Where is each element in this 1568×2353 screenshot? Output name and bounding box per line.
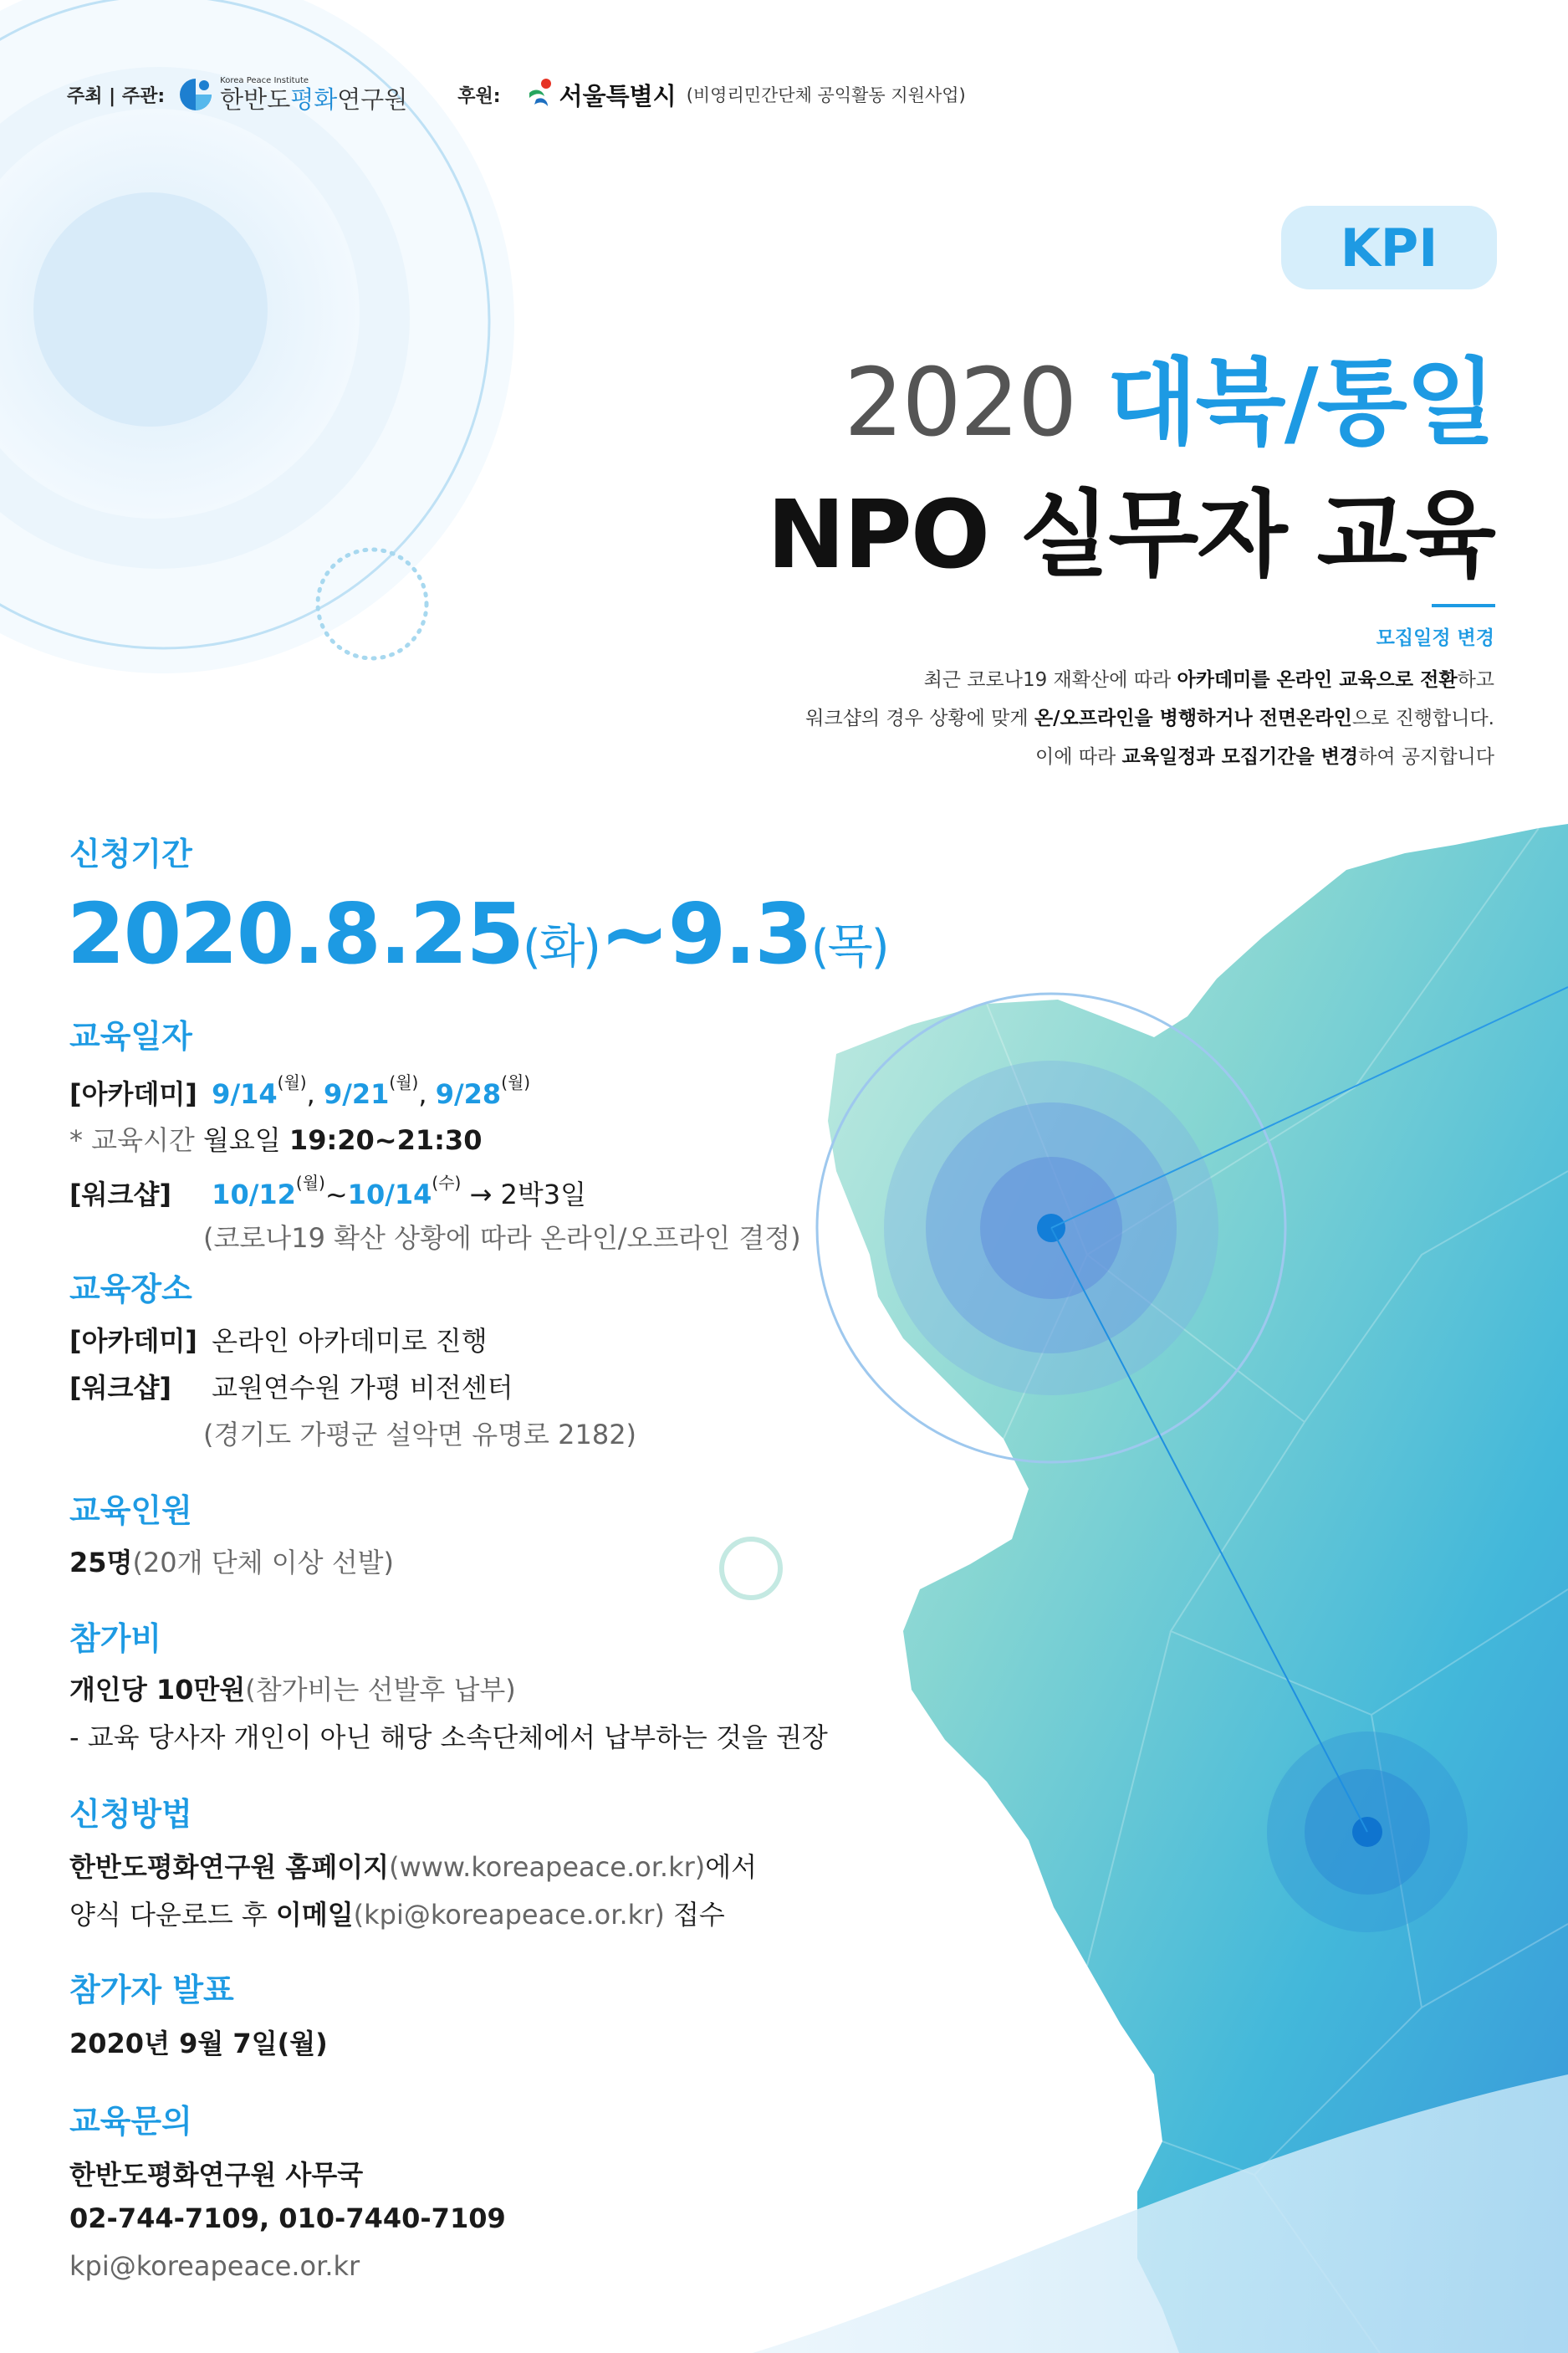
- edu-time-star: *: [69, 1124, 83, 1156]
- academy-date-2-weekday: (월): [389, 1072, 419, 1092]
- fee-heading: 참가비: [69, 1620, 162, 1657]
- method-heading: 신청방법: [69, 1796, 192, 1833]
- arrow-icon: →: [469, 1179, 493, 1210]
- workshop-start-weekday: (월): [295, 1173, 325, 1193]
- academy-comma-1: ,: [306, 1078, 315, 1110]
- academy-date-1-weekday: (월): [277, 1072, 307, 1092]
- academy-date-1: 9/14: [212, 1078, 278, 1110]
- venue-workshop: [69, 1367, 513, 1405]
- notice-heading: 모집일정 변경: [1376, 627, 1494, 649]
- kpi-logo-part-a: 한반도: [220, 85, 291, 114]
- method-l1-suffix: 에서: [705, 1851, 758, 1883]
- notice-l3-b: 교육일정과 모집기간을 변경: [1121, 746, 1359, 768]
- contact-phone: 02-744-7109, 010-7440-7109: [69, 2202, 506, 2234]
- method-email-label: 이메일: [275, 1899, 354, 1931]
- fee-line: [69, 1669, 516, 1707]
- notice-l1-b: 아카데미를 온라인 교육으로 전환: [1177, 669, 1458, 691]
- academy-date-3-weekday: (월): [501, 1072, 531, 1092]
- apply-end-date: 9.3: [667, 885, 811, 983]
- title-line2: NPO 실무자 교육: [767, 481, 1494, 590]
- academy-tag: [아카데미]: [69, 1078, 197, 1110]
- workshop-end-weekday: (수): [432, 1173, 462, 1193]
- fee-recommendation: - 교육 당사자 개인이 아닌 해당 소속단체에서 납부하는 것을 권장: [69, 1721, 828, 1753]
- workshop-end: 10/14: [347, 1179, 432, 1210]
- method-line-1: [69, 1846, 757, 1885]
- capacity-count: 25명: [69, 1547, 133, 1578]
- method-homepage: 한반도평화연구원 홈페이지: [69, 1851, 390, 1883]
- notice-l3-c: 하여 공지합니다: [1358, 746, 1494, 768]
- notice-text: [805, 661, 1494, 776]
- venue-heading: 교육장소: [69, 1271, 192, 1307]
- method-url[interactable]: (www.koreapeace.or.kr): [389, 1851, 706, 1883]
- edu-dates-heading: 교육일자: [69, 1018, 192, 1055]
- notice-l3-a: 이에 따라: [1035, 746, 1122, 768]
- academy-date-2: 9/21: [323, 1078, 390, 1110]
- venue-workshop-tag: [워크샵]: [69, 1372, 171, 1404]
- venue-academy-text: 온라인 아카데미로 진행: [212, 1325, 488, 1357]
- title-year: 2020: [844, 349, 1076, 458]
- edu-time-label: 교육시간: [91, 1124, 195, 1156]
- edu-time-value: 19:20~21:30: [289, 1124, 483, 1156]
- kpi-logo-icon: [178, 77, 213, 112]
- capacity-line: [69, 1542, 394, 1580]
- notice-l1-c: 하고: [1457, 669, 1494, 691]
- apply-end-weekday: (목): [810, 920, 888, 974]
- notice-l2-a: 워크샵의 경우 상황에 맞게: [805, 708, 1034, 729]
- seoul-logo-icon: [526, 78, 554, 111]
- notice-line-2: [805, 699, 1494, 738]
- fee-note: (참가비는 선발후 납부): [245, 1674, 516, 1706]
- notice-l2-b: 온/오프라인을 병행하거나 전면온라인: [1034, 708, 1352, 729]
- method-line-2: [69, 1894, 725, 1932]
- fee-amount: 개인당 10만원: [69, 1674, 246, 1706]
- sponsor-label: 후원:: [457, 85, 501, 107]
- venue-address: (경기도 가평군 설악면 유명로 2182): [203, 1419, 637, 1450]
- contact-heading: 교육문의: [69, 2103, 192, 2140]
- workshop-nights: 2박3일: [500, 1179, 587, 1210]
- method-email[interactable]: (kpi@koreapeace.or.kr): [353, 1899, 665, 1931]
- kpi-logo: [178, 77, 407, 112]
- host-label: 주최 | 주관:: [67, 85, 166, 107]
- kpi-logo-part-b: 평화: [290, 85, 338, 114]
- venue-workshop-text: 교원연수원 가평 비전센터: [212, 1372, 513, 1404]
- notice-line-1: [805, 661, 1494, 699]
- capacity-note: (20개 단체 이상 선발): [132, 1547, 395, 1578]
- academy-dates: [69, 1069, 530, 1112]
- kpi-logo-part-c: 연구원: [337, 85, 408, 114]
- venue-academy: [69, 1320, 488, 1358]
- notice-rule: [1432, 604, 1495, 607]
- contact-org: 한반도평화연구원 사무국: [69, 2159, 364, 2191]
- notice-l2-c: 으로 진행합니다.: [1351, 708, 1494, 729]
- method-l2-suffix: 접수: [664, 1899, 725, 1931]
- seoul-logo: [526, 78, 966, 112]
- apply-period-dates: [67, 885, 888, 983]
- sponsor-line: [67, 74, 966, 115]
- workshop-tag: [워크샵]: [69, 1179, 171, 1210]
- contact-email[interactable]: kpi@koreapeace.or.kr: [69, 2250, 360, 2282]
- title-highlight: 대북/통일: [1106, 349, 1494, 458]
- academy-date-3: 9/28: [435, 1078, 502, 1110]
- workshop-tilde: ~: [324, 1179, 348, 1210]
- workshop-dates: [69, 1169, 586, 1212]
- kpi-badge: KPI: [1281, 206, 1497, 289]
- apply-start-weekday: (화): [523, 920, 600, 974]
- kpi-logo-ko: [220, 85, 408, 114]
- seoul-sub: (비영리민간단체 공익활동 지원사업): [686, 85, 966, 105]
- announce-date: 2020년 9월 7일(월): [69, 2028, 328, 2059]
- notice-line-3: [805, 738, 1494, 776]
- apply-period-heading: 신청기간: [69, 836, 192, 872]
- kpi-logo-en: Korea Peace Institute: [220, 76, 309, 85]
- method-l2-prefix: 양식 다운로드 후: [69, 1899, 276, 1931]
- edu-time-day: 월요일: [203, 1124, 281, 1156]
- venue-academy-tag: [아카데미]: [69, 1325, 197, 1357]
- edu-time: [69, 1119, 482, 1158]
- title-line1: [844, 328, 1494, 463]
- workshop-start: 10/12: [212, 1179, 296, 1210]
- workshop-note: (코로나19 확산 상황에 따라 온라인/오프라인 결정): [203, 1222, 801, 1254]
- seoul-name: 서울특별시: [559, 81, 677, 110]
- notice-l1-a: 최근 코로나19 재확산에 따라: [923, 669, 1177, 691]
- capacity-heading: 교육인원: [69, 1492, 192, 1529]
- apply-start-date: 2020.8.25: [67, 885, 524, 983]
- apply-separator: ~: [599, 885, 668, 983]
- academy-comma-2: ,: [418, 1078, 427, 1110]
- announce-heading: 참가자 발표: [69, 1972, 234, 2008]
